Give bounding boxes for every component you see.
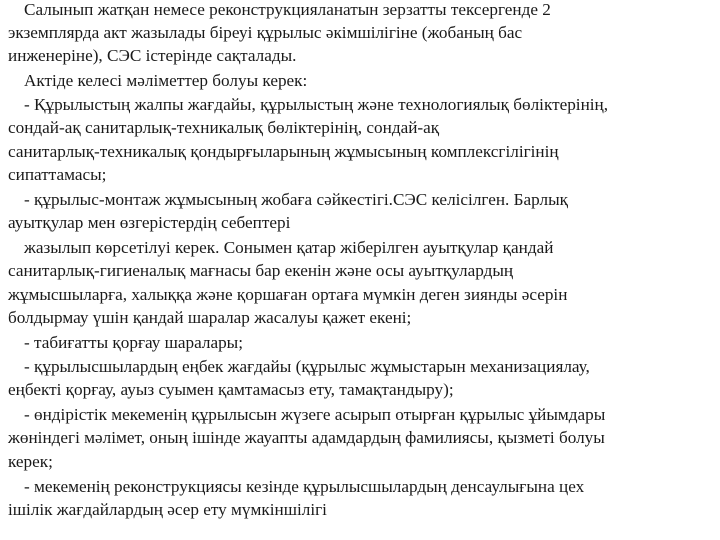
text-line: санитарлық-техникалық қондырғыларының жұмысының комплексгілігінің — [8, 142, 559, 161]
text-line: еңбекті қорғау, ауыз суымен қамтамасыз ету, тамақтандыру); — [8, 380, 454, 399]
text-line: санитарлық-гигиеналық мағнасы бар екенін және осы ауытқулардың — [8, 261, 514, 280]
text-line: инженеріне), СЭС істерінде сақталады. — [8, 46, 297, 65]
text-line: - мекеменің реконструкциясы кезінде құрылысшылардың денсаулығына цех — [24, 477, 585, 496]
text-line: - табиғатты қорғау шаралары; — [24, 333, 244, 352]
text-line: ішілік жағдайлардың әсер ету мүмкіншілігі — [8, 500, 327, 519]
text-line: - Құрылыстың жалпы жағдайы, құрылыстың және технологиялық бөліктерінің, — [24, 95, 609, 114]
text-line: сондай-ақ санитарлық-техникалық бөліктерінің, сондай-ақ — [8, 118, 440, 137]
text-line: болдырмау үшін қандай шаралар жасалуы қажет екені; — [8, 308, 412, 327]
text-line: - құрылыс-монтаж жұмысының жобаға сәйкестігі.СЭС келісілген. Барлық — [24, 190, 568, 209]
text-line: - өндірістік мекеменің құрылысын жүзеге асырып отырған құрылыс ұйымдары — [24, 405, 606, 424]
text-line: ауытқулар мен өзгерістердің себептері — [8, 213, 291, 232]
text-line: керек; — [8, 452, 53, 471]
text-line: сипаттамасы; — [8, 165, 107, 184]
text-line: - құрылысшылардың еңбек жағдайы (құрылыс жұмыстарын механизациялау, — [24, 357, 590, 376]
text-line: жазылып көрсетілуі керек. Сонымен қатар жіберілген ауытқулар қандай — [24, 238, 554, 257]
text-line: жөніндегі мәлімет, оның ішінде жауапты адамдардың фамилиясы, қызметі болуы — [8, 428, 605, 447]
text-line: Актіде келесі мәліметтер болуы керек: — [24, 71, 308, 90]
text-line: Салынып жатқан немесе реконструкцияланатын зерзатты тексергенде 2 — [24, 0, 551, 19]
text-line: экземплярда акт жазылады біреуі құрылыс әкімшілігіне (жобаның бас — [8, 23, 523, 42]
text-line: жұмысшыларға, халыққа және қоршаған ортаға мүмкін деген зиянды әсерін — [8, 285, 568, 304]
